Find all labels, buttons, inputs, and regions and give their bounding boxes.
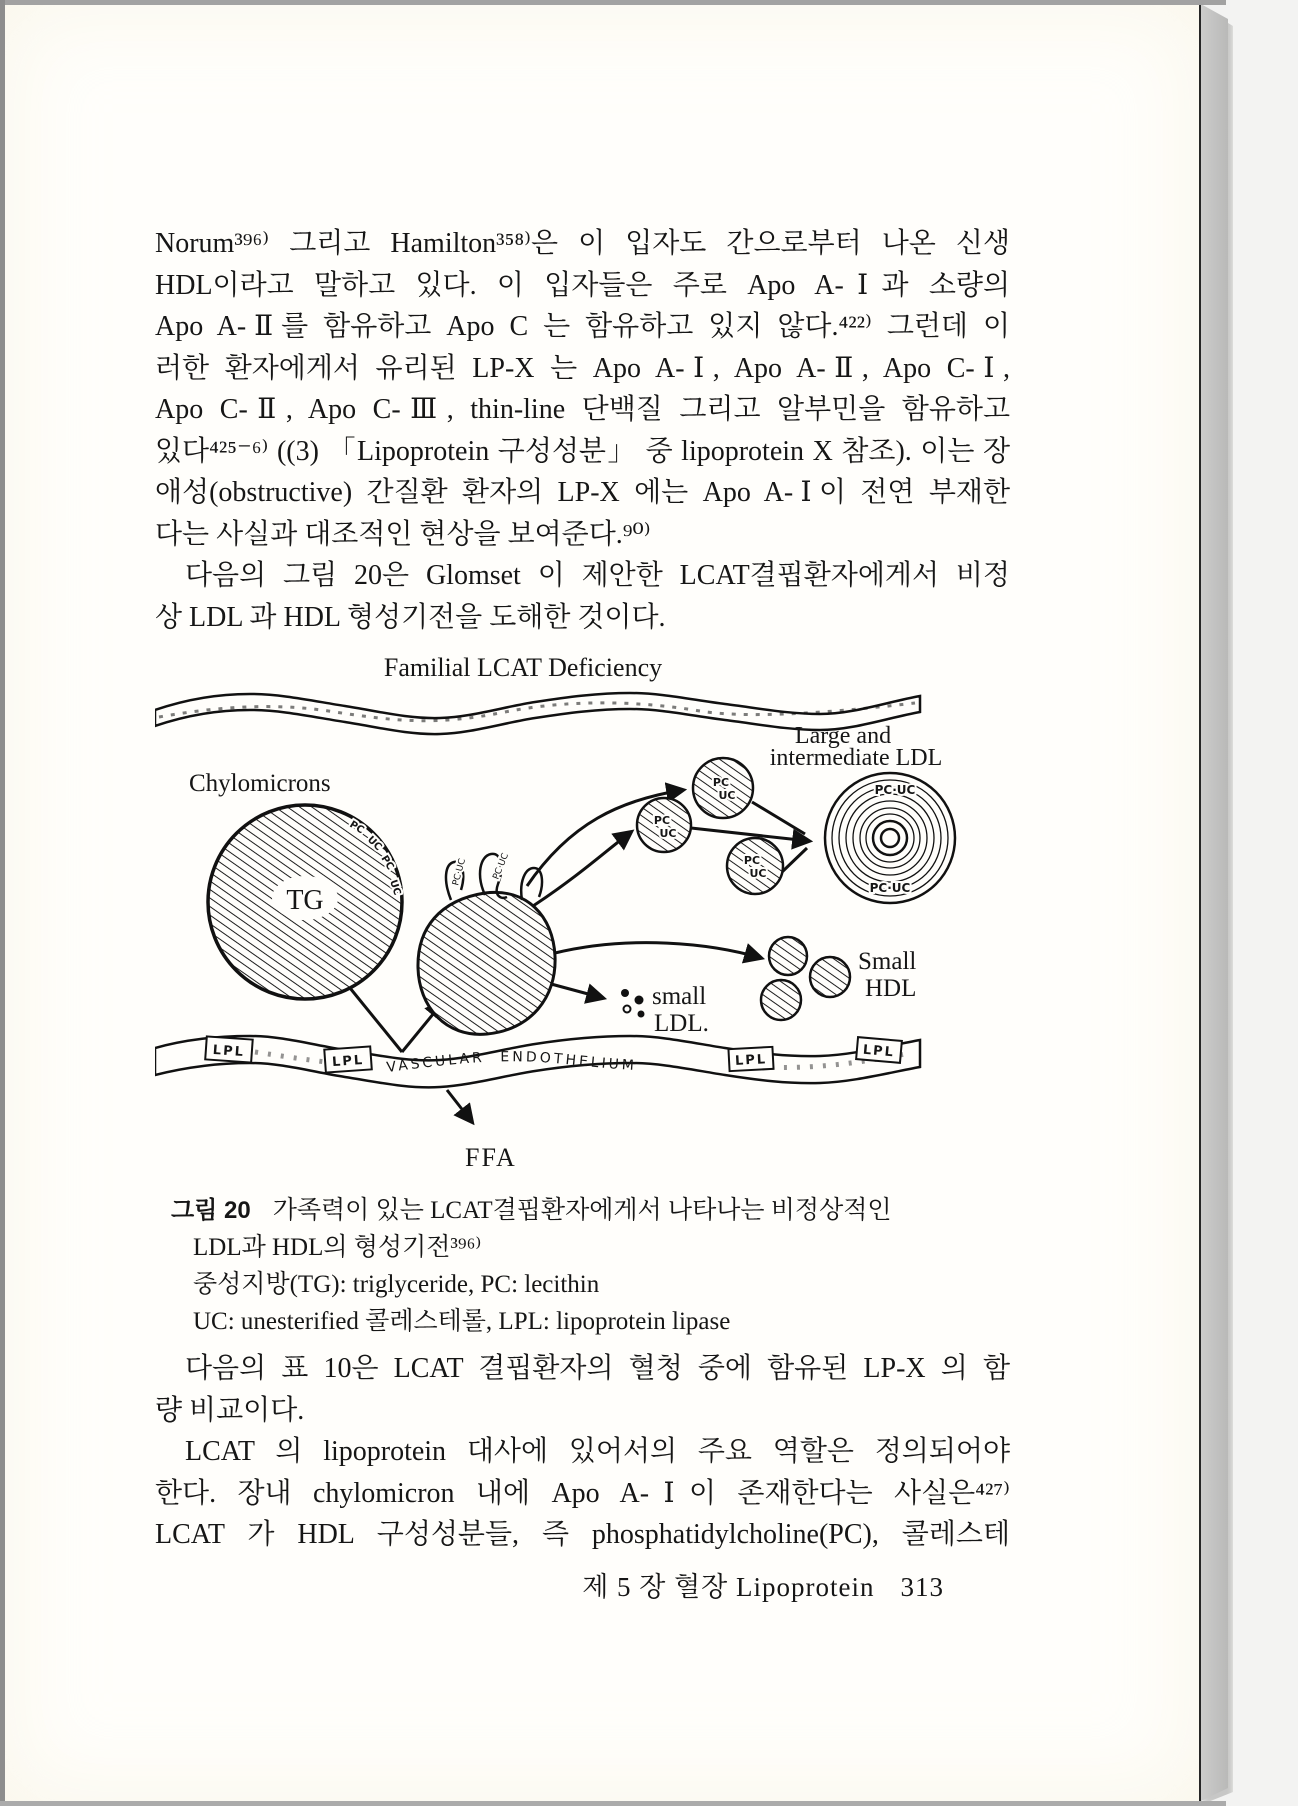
vascular-endothelium-band [155,1036,920,1087]
uc-label: UC [659,827,677,840]
paragraph-1 [155,223,1010,555]
lcat-deficiency-figure [155,638,965,1183]
large-ldl-label-line2: intermediate LDL [769,745,943,771]
figure-caption [171,1192,1010,1340]
scan-border-left [0,0,5,1806]
caption-line: LDL과 HDL의 형성기전³⁹⁶⁾ [193,1234,482,1261]
lpl-label: LPL [212,1042,246,1061]
small-ldl-dot [621,989,629,997]
book-page-edge [1199,3,1228,1802]
small-ldl-dot [635,996,644,1005]
page-content [155,5,1010,1604]
small-ldl-label-line2: LDL. [654,1010,709,1037]
vascular-endothelium-textpath: VASCULAR ENDOTHELIUM [385,1049,638,1076]
large-intermediate-ldl [770,723,955,903]
arrow-remnant-to-particle [533,832,631,906]
pcuc-particles [637,758,783,894]
remnant-body [418,892,555,1034]
page-number: 313 [900,1571,944,1602]
figure-number: 그림 20 [171,1197,251,1224]
uc-label: UC [749,867,767,880]
uc-label: UC [718,789,736,802]
scan-border-top [0,0,1226,5]
small-hdl-label-line1: Small [858,948,917,975]
arrow-to-ffa [447,1090,472,1122]
body-line: 다는 사실과 대조적인 현상을 보여준다.⁹⁰⁾ [155,518,651,550]
small-ldl-dot [638,1011,645,1018]
chylomicrons-label: Chylomicrons [189,770,331,797]
body-line: LCAT 의 lipoprotein 대사에 있어서의 주요 역할은 정의되어야 [185,1436,1010,1467]
large-ldl-label-line1: Large and [794,723,892,749]
small-hdl-circle [769,937,807,975]
body-line: 러한 환자에게서 유리된 LP-X 는 Apo A-Ⅰ, Apo A-Ⅱ, Apo C-Ⅰ, [155,352,1010,384]
small-ldl [621,983,709,1037]
paragraph-4 [155,1431,1010,1556]
pc-label: PC [743,854,761,867]
body-line: Apo A-Ⅱ를 함유하고 Apo C 는 함유하고 있지 않다.⁴²²⁾ 그런데 이 [155,311,1010,342]
body-line: 있다⁴²⁵⁻⁶⁾ ((3) 「Lipoprotein 구성성분」 중 lipoprotein X 참조). 이는 장 [155,435,1010,467]
arrow-to-small-hdl [555,943,761,958]
scan-border-bottom [0,1801,1226,1806]
body-line: 한다. 장내 chylomicron 내에 Apo A-Ⅰ이 존재한다는 사실은⁴²⁷⁾ [155,1477,1010,1509]
page-paper [5,5,1199,1801]
arrow-chylomicron-to-endothelium [350,988,402,1052]
small-hdl-label-line2: HDL [865,975,917,1002]
small-hdl-circle [810,957,850,997]
body-line: 다음의 그림 20은 Glomset 이 제안한 LCAT결핍환자에게서 비정 [185,560,1010,591]
running-footer [155,1565,1010,1604]
lpl-label: LPL [862,1042,896,1061]
arrow-to-large-ldl [782,848,807,872]
vascular-endothelium-label [386,1049,638,1076]
caption-line: UC: unesterified 콜레스테롤, LPL: lipoprotein lipase [193,1308,731,1335]
body-line: 애성(obstructive) 간질환 환자의 LP-X 에는 Apo A-Ⅰ이 전연 부재한 [155,477,1010,508]
small-hdl [761,937,916,1020]
small-ldl-label-line1: small [652,983,707,1010]
body-line: HDL이라고 말하고 있다. 이 입자들은 주로 Apo A-Ⅰ과 소량의 [155,269,1010,301]
chapter-title: 제 5 장 혈장 Lipoprotein [582,1571,875,1602]
pc-label: PC [653,814,671,827]
body-line: LCAT 가 HDL 구성성분들, 즉 phosphatidylcholine(PC), 콜레스테 [155,1519,1010,1550]
ldl-pcuc-label: PC·UC [869,881,911,895]
pc-label: PC [712,776,730,789]
body-line: 량 비교이다. [155,1394,305,1426]
caption-line: 중성지방(TG): triglyceride, PC: lecithin [193,1271,600,1298]
finger-pcuc-label: PC·UC [491,851,512,882]
finger-pcuc-label: PC·UC [451,857,469,887]
ldl-pcuc-label: PC·UC [874,783,916,797]
chylomicron-particle [189,770,402,999]
paragraph-3 [155,1348,1010,1431]
small-ldl-dot [624,1006,631,1013]
arrow-to-large-ldl [752,802,805,834]
figure-title: Familial LCAT Deficiency [383,653,663,682]
caption-line [171,1192,1010,1229]
body-line: Norum³⁹⁶⁾ 그리고 Hamilton³⁵⁸⁾은 이 입자도 간으로부터 나온 신생 [155,228,1010,259]
lpl-label: LPL [331,1052,365,1071]
body-line: 상 LDL 과 HDL 형성기전을 도해한 것이다. [155,601,666,633]
tg-label: TG [286,885,324,916]
rim-pc-label: PC [347,819,366,837]
rim-pc-label: PC [378,853,396,873]
caption-text: 가족력이 있는 LCAT결핍환자에게서 나타나는 비정상적인 [272,1197,892,1224]
lpl-label: LPL [734,1052,768,1069]
ffa-label: FFA [465,1143,517,1172]
remnant-particle [418,852,555,1034]
small-hdl-circle [761,980,801,1020]
rim-uc-label: UC [387,878,403,897]
rim-uc-label: UC [364,834,384,854]
figure-20-diagram [155,638,1010,1188]
body-line: 다음의 표 10은 LCAT 결핍환자의 혈청 중에 함유된 LP-X 의 함 [185,1353,1010,1384]
paragraph-2 [155,555,1010,638]
body-line: Apo C-Ⅱ, Apo C-Ⅲ, thin-line 단백질 그리고 알부민을 함유하고 [155,394,1010,425]
